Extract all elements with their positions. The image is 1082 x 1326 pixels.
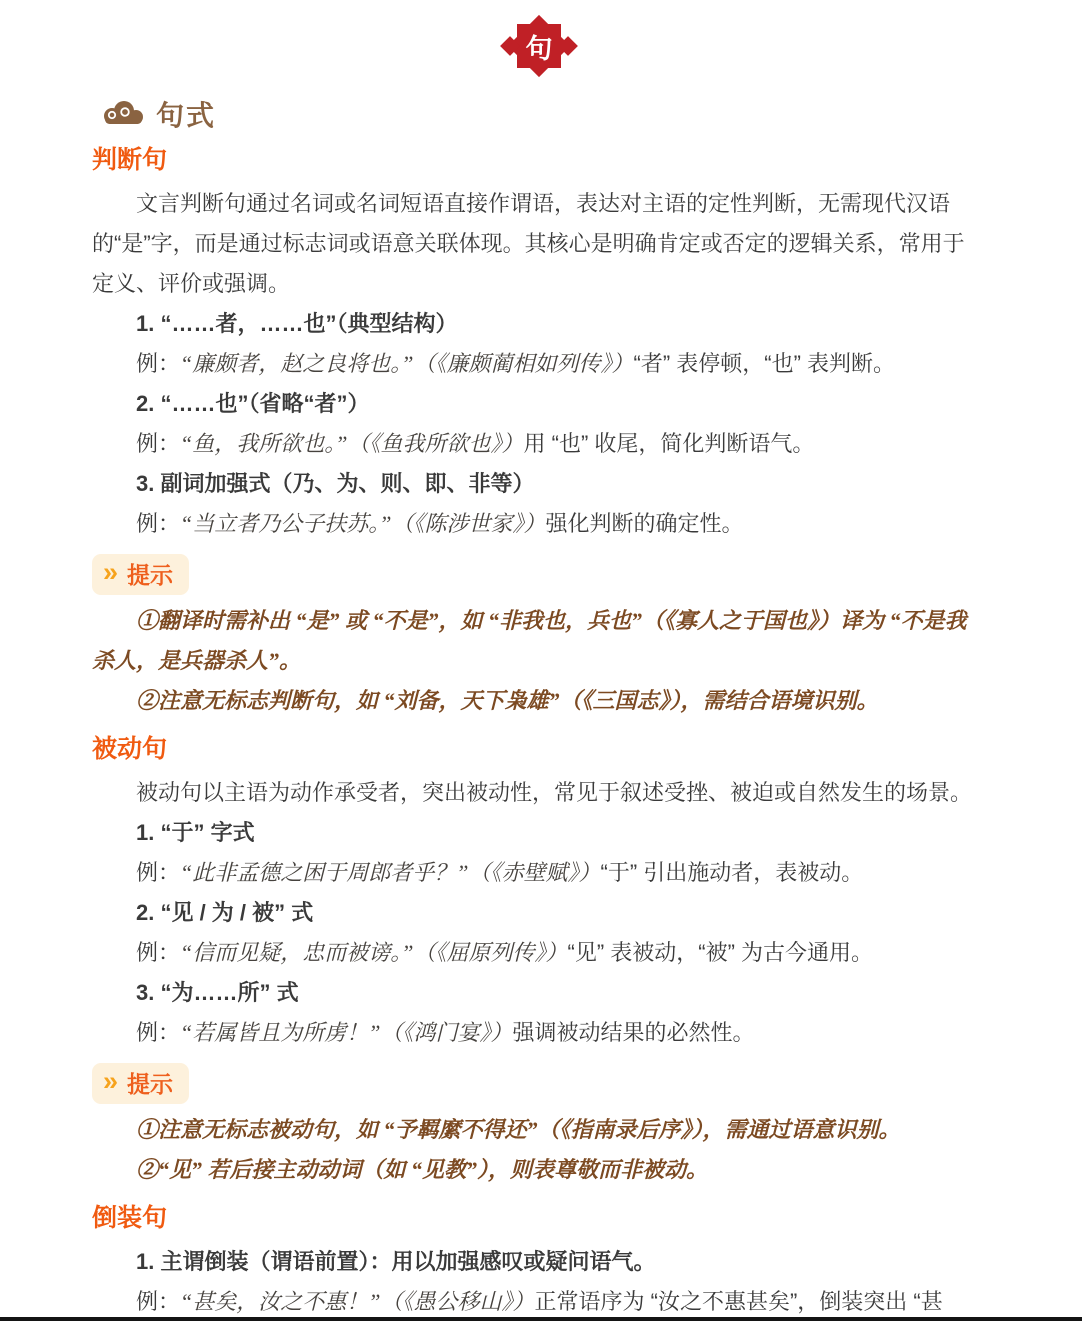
tip-item: ①翻译时需补出 “是” 或 “不是”，如 “非我也，兵也”（《寡人之于国也》）译为 “不是我杀人，是兵器杀人”。 — [92, 608, 967, 673]
point-title: 3. “为……所” 式 — [136, 980, 299, 1005]
section-heading: 倒装句 — [92, 1204, 168, 1232]
example-label: 例： — [136, 431, 181, 456]
example-label: 例： — [136, 860, 181, 885]
point-title: 3. 副词加强式（乃、为、则、即、非等） — [136, 471, 535, 496]
example-quote: “当立者乃公子扶苏。”（《陈涉世家》） — [180, 511, 546, 536]
tip-item: ①注意无标志被动句，如 “予羁縻不得还”（《指南录后序》），需通过语意识别。 — [136, 1117, 901, 1142]
example-note: 正常语序为 “汝之不惠甚矣”，倒装突出 “甚 — [534, 1289, 943, 1314]
example-note: 强调被动结果的必然性。 — [512, 1020, 755, 1045]
example-label: 例： — [136, 1020, 181, 1045]
example-note: “于” 引出施动者，表被动。 — [600, 860, 864, 885]
example-label: 例： — [136, 351, 181, 376]
example-note: 强化判断的确定性。 — [545, 511, 744, 536]
section-heading: 判断句 — [92, 146, 168, 174]
section-inversion — [92, 1202, 986, 1322]
cloud-icon — [100, 100, 146, 128]
example-line — [92, 1013, 986, 1053]
example-label: 例： — [136, 1289, 181, 1314]
example-label: 例： — [136, 511, 181, 536]
example-quote: “鱼，我所欲也。”（《鱼我所欲也》） — [180, 431, 524, 456]
example-label: 例： — [136, 940, 181, 965]
point-title: 1. “……者，……也”（典型结构） — [136, 311, 458, 336]
section-intro: 被动句以主语为动作承受者，突出被动性，常见于叙述受挫、被迫或自然发生的场景。 — [136, 780, 973, 805]
example-quote: “信而见疑，忠而被谤。”（《屈原列传》） — [180, 940, 568, 965]
section-heading: 被动句 — [92, 735, 168, 763]
tip-item: ②“见” 若后接主动动词（如 “见教”），则表尊敬而非被动。 — [136, 1157, 709, 1182]
example-quote: “廉颇者，赵之良将也。”（《廉颇蔺相如列传》） — [180, 351, 634, 376]
example-line — [92, 344, 986, 384]
point-title: 2. “见 / 为 / 被” 式 — [136, 900, 314, 925]
example-quote: “此非孟德之困于周郎者乎？”（《赤壁赋》） — [180, 860, 601, 885]
tip-badge-row — [92, 1063, 986, 1104]
tip-badge-row — [92, 554, 986, 595]
example-note: 用 “也” 收尾，简化判断语气。 — [523, 431, 815, 456]
point-title: 2. “……也”（省略“者”） — [136, 391, 370, 416]
page-bottom-rule — [0, 1317, 1082, 1321]
example-note: “见” 表被动，“被” 为古今通用。 — [567, 940, 874, 965]
section-passive — [92, 733, 986, 1190]
tip-badge — [92, 554, 189, 595]
tip-badge — [92, 1063, 189, 1104]
section-title-row — [100, 96, 986, 132]
page-title: 句式 — [156, 100, 217, 131]
double-chevron-icon: » — [103, 557, 119, 587]
tip-item: ②注意无标志判断句，如 “刘备，天下枭雄”（《三国志》），需结合语境识别。 — [136, 688, 879, 713]
example-line — [92, 1282, 986, 1322]
example-quote: “若属皆且为所虏！”（《鸿门宴》） — [180, 1020, 513, 1045]
example-line — [92, 424, 986, 464]
seal-character: 句 — [525, 33, 553, 64]
double-chevron-icon: » — [103, 1066, 119, 1096]
example-line — [92, 504, 986, 544]
example-line — [92, 933, 986, 973]
point-title: 1. 主谓倒装（谓语前置）：用以加强感叹或疑问语气。 — [136, 1249, 656, 1274]
section-intro: 文言判断句通过名词或名词短语直接作谓语，表达对主语的定性判断，无需现代汉语的“是”字，而是通过标志词或语意关联体现。其核心是明确肯定或否定的逻辑关系，常用于定义、评价或强调。 — [92, 191, 965, 296]
section-judgment — [92, 144, 986, 721]
example-note: “者” 表停顿，“也” 表判断。 — [633, 351, 896, 376]
chapter-seal — [503, 10, 575, 82]
point-title: 1. “于” 字式 — [136, 820, 255, 845]
example-line — [92, 853, 986, 893]
tip-label: 提示 — [127, 1071, 174, 1097]
example-quote: “甚矣，汝之不惠！”（《愚公移山》） — [180, 1289, 535, 1314]
tip-label: 提示 — [127, 562, 174, 588]
